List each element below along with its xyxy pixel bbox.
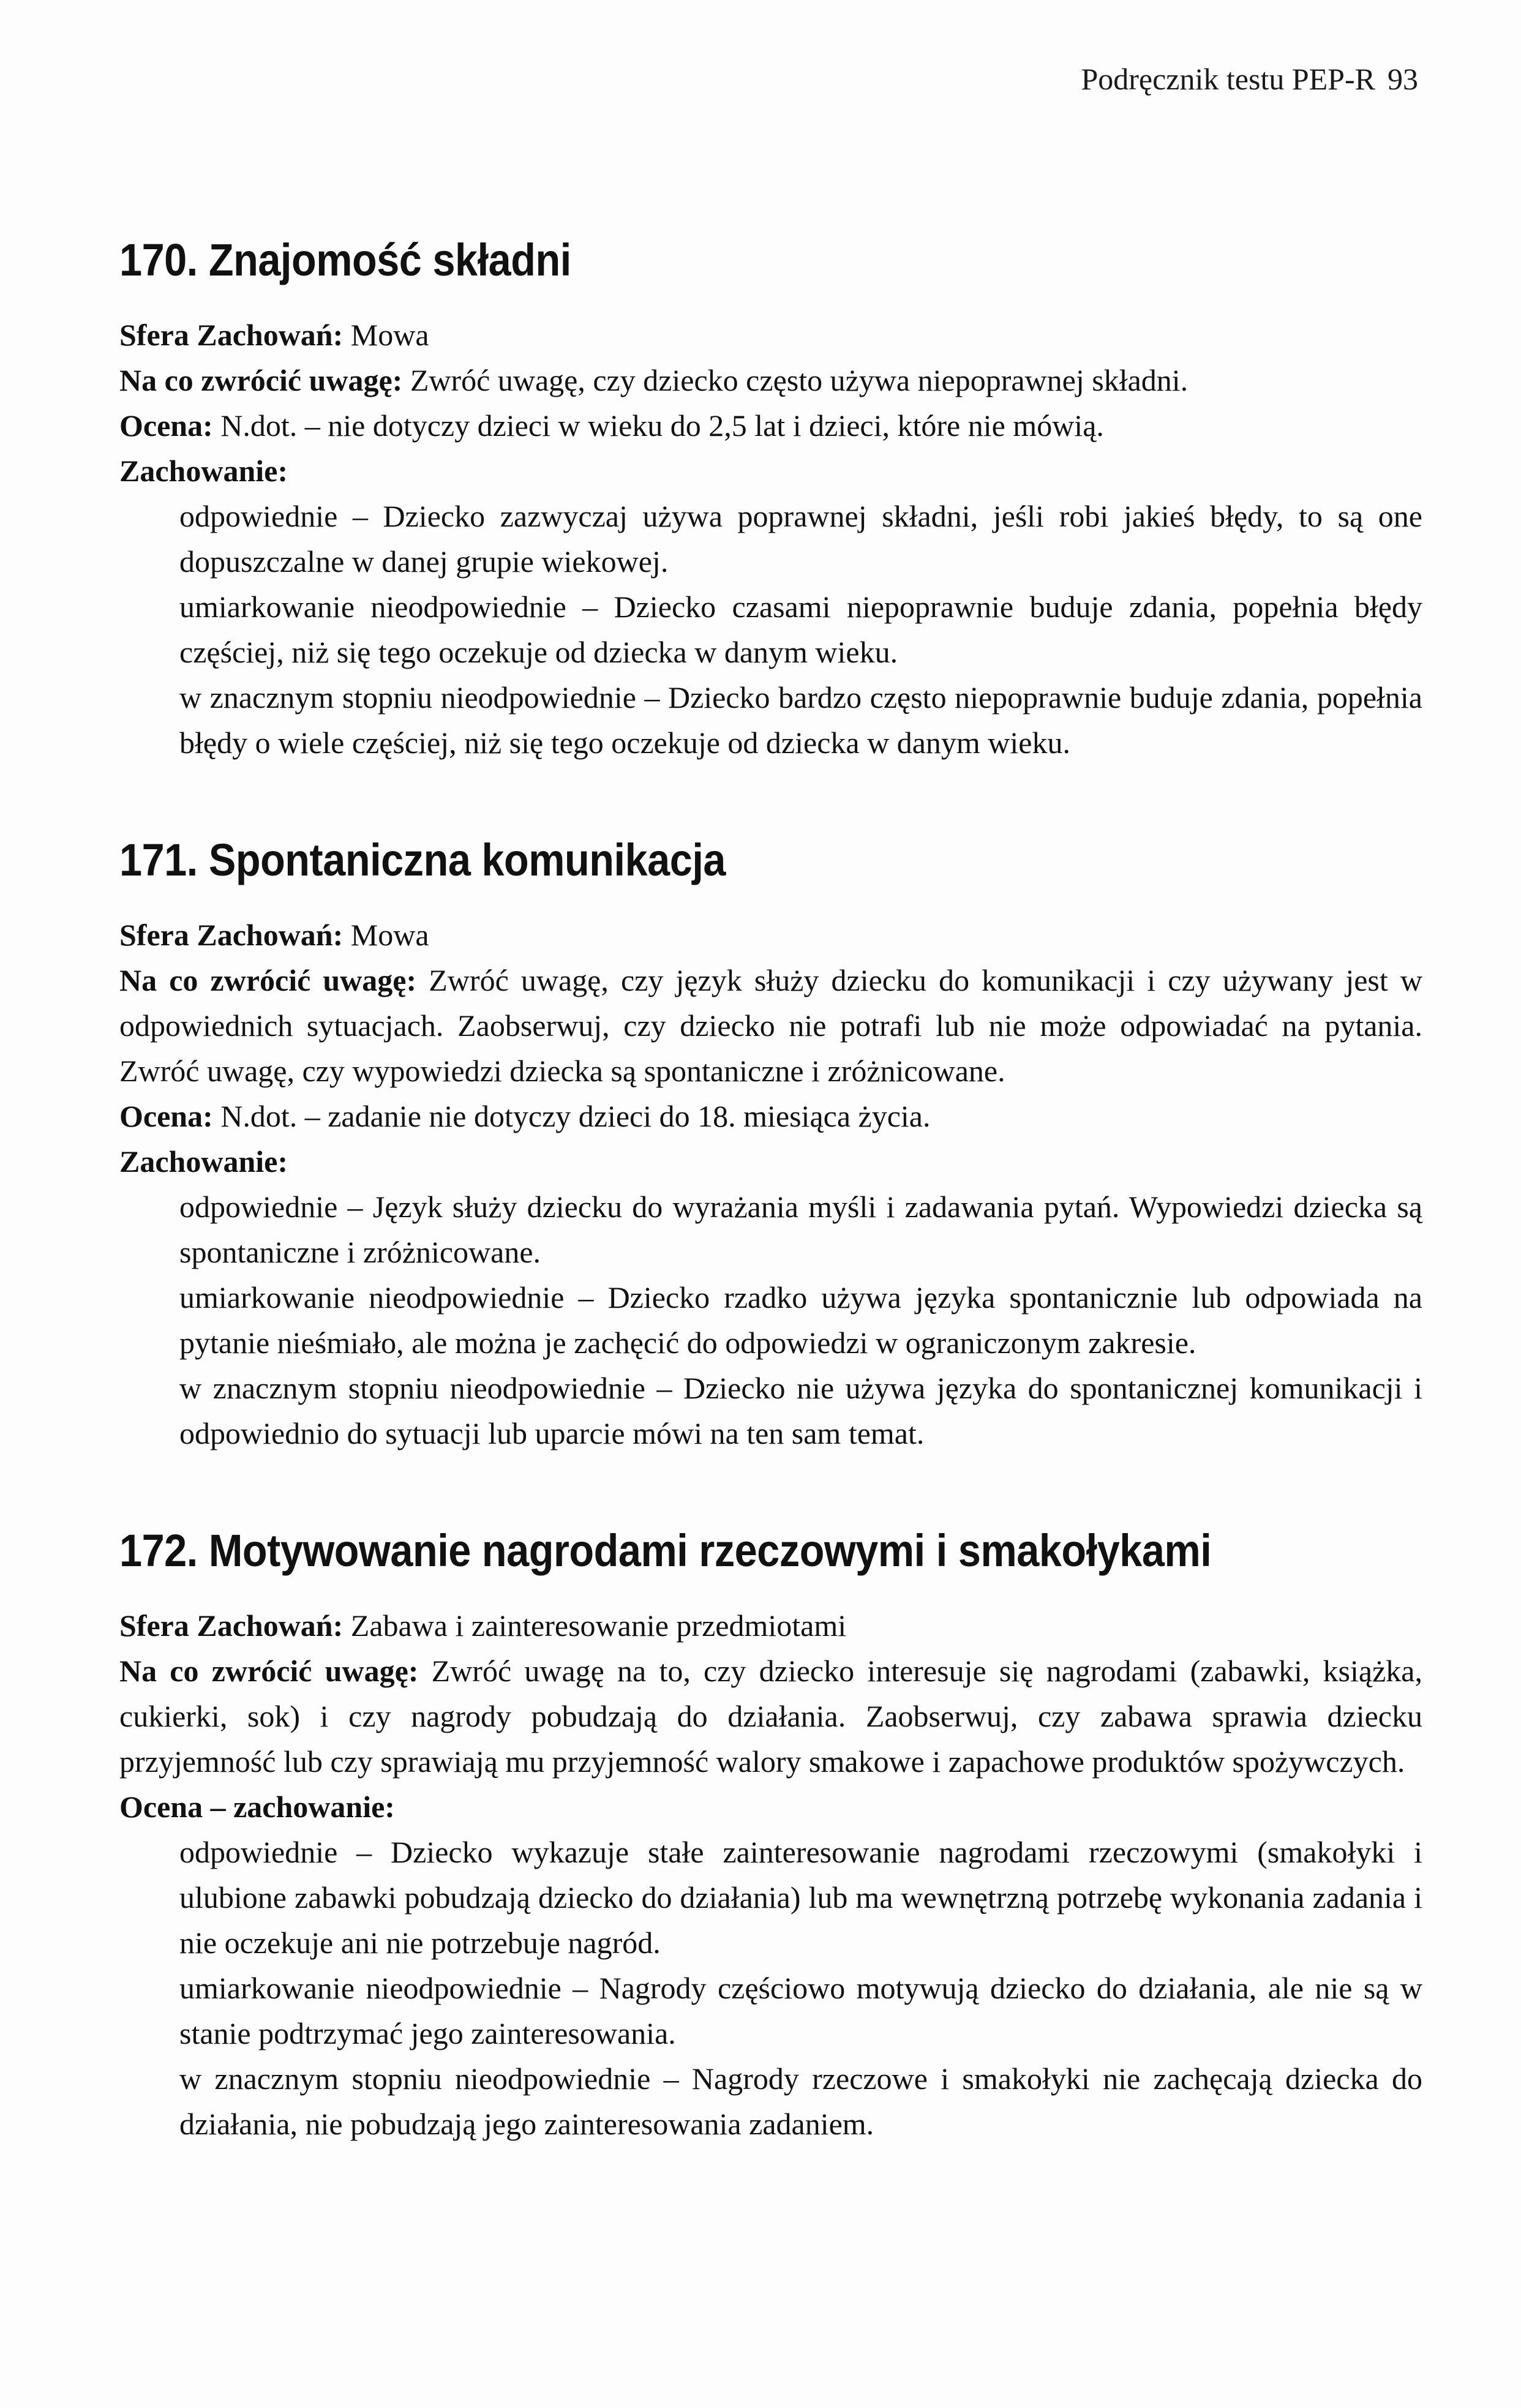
running-head-title: Podręcznik testu PEP-R [1081,62,1375,96]
section-171 [119,833,1422,1456]
uwaga-label: Na co zwrócić uwagę: [119,363,403,397]
uwaga-value: Zwróć uwagę, czy dziecko często używa niepoprawnej składni. [410,363,1189,397]
running-head [1081,61,1418,97]
uwaga-label: Na co zwrócić uwagę: [119,1654,419,1688]
sfera-value: Mowa [350,918,429,952]
section-title: 171. Spontaniczna komunikacja [119,835,726,885]
uwaga-row [119,958,1422,1093]
sfera-value: Zabawa i zainteresowanie przedmiotami [350,1608,847,1643]
sfera-row [119,312,1422,358]
section-170 [119,233,1422,765]
ocena-label: Ocena: [119,1099,213,1133]
ocena-row [119,1093,1422,1139]
sfera-label: Sfera Zachowań: [119,318,344,352]
sfera-row [119,1603,1422,1648]
uwaga-value: Zwróć uwagę, czy język służy dziecku do komunikacji i czy używany jest w odpowiednich sytuacjach. Zaobserwuj, czy dziecko nie potrafi lub nie może odpowiadać na pytania. Zwróć uwagę, czy wypowiedzi dziecka są spontaniczne i zróżnicowane. [119,963,1422,1088]
ocena-value: N.dot. – zadanie nie dotyczy dzieci do 18. miesiąca życia. [220,1099,931,1133]
behavior-item-appropriate: odpowiednie – Język służy dziecku do wyrażania myśli i zadawania pytań. Wypowiedzi dziecka są spontaniczne i zróżnicowane. [179,1190,1422,1269]
behavior-item-moderate: umiarkowanie nieodpowiednie – Nagrody częściowo motywują dziecko do działania, ale nie są w stanie podtrzymać jego zainteresowania. [179,1971,1422,2050]
page-number: 93 [1388,62,1418,96]
behavior-item-moderate: umiarkowanie nieodpowiednie – Dziecko czasami niepoprawnie buduje zdania, popełnia błędy częściej, niż się tego oczekuje od dziecka w danym wieku. [179,590,1422,669]
uwaga-value: Zwróć uwagę na to, czy dziecko interesuje się nagrodami (zabawki, książka, cukierki, sok) i czy nagrody pobudzają do działania. Zaobserwuj, czy zabawa sprawia dziecku przyjemność lub czy sprawiają mu przyjemność walory smakowe i zapachowe produktów spożywczych. [119,1654,1422,1779]
zachowanie-label: Zachowanie: [119,454,288,488]
page-content [119,233,1422,2214]
section-title: 170. Znajomość składni [119,234,571,285]
section-172 [119,1523,1422,2147]
behavior-item-severe: w znacznym stopniu nieodpowiednie – Nagrody rzeczowe i smakołyki nie zachęcają dziecka do działania, nie pobudzają jego zainteresowania zadaniem. [179,2061,1422,2141]
behavior-item-severe: w znacznym stopniu nieodpowiednie – Dziecko nie używa języka do spontanicznej komunikacji i odpowiednio do sytuacji lub uparcie mówi na ten sam temat. [179,1371,1422,1450]
sfera-row [119,912,1422,958]
ocena-zachowanie-label: Ocena – zachowanie: [119,1790,395,1824]
sfera-value: Mowa [350,318,429,352]
behavior-item-appropriate: odpowiednie – Dziecko wykazuje stałe zainteresowanie nagrodami rzeczowymi (smakołyki i ulubione zabawki pobudzają dziecko do działania) lub ma wewnętrzną potrzebę wykonania zadania i nie oczekuje ani nie potrzebuje nagród. [179,1835,1422,1960]
uwaga-row [119,1648,1422,1784]
ocena-label: Ocena: [119,408,213,443]
sfera-label: Sfera Zachowań: [119,918,344,952]
behavior-item-severe: w znacznym stopniu nieodpowiednie – Dziecko bardzo często niepoprawnie buduje zdania, popełnia błędy o wiele częściej, niż się tego oczekuje od dziecka w danym wieku. [179,680,1422,760]
zachowanie-label: Zachowanie: [119,1144,288,1179]
sfera-label: Sfera Zachowań: [119,1608,344,1643]
uwaga-row [119,358,1422,403]
section-title: 172. Motywowanie nagrodami rzeczowymi i smakołykami [119,1525,1212,1576]
ocena-row [119,403,1422,448]
ocena-value: N.dot. – nie dotyczy dzieci w wieku do 2,5 lat i dzieci, które nie mówią. [220,408,1104,443]
uwaga-label: Na co zwrócić uwagę: [119,963,417,997]
behavior-item-appropriate: odpowiednie – Dziecko zazwyczaj używa poprawnej składni, jeśli robi jakieś błędy, to są one dopuszczalne w danej grupie wiekowej. [179,499,1422,579]
behavior-item-moderate: umiarkowanie nieodpowiednie – Dziecko rzadko używa języka spontanicznie lub odpowiada na pytanie nieśmiało, ale można je zachęcić do odpowiedzi w ograniczonym zakresie. [179,1280,1422,1360]
